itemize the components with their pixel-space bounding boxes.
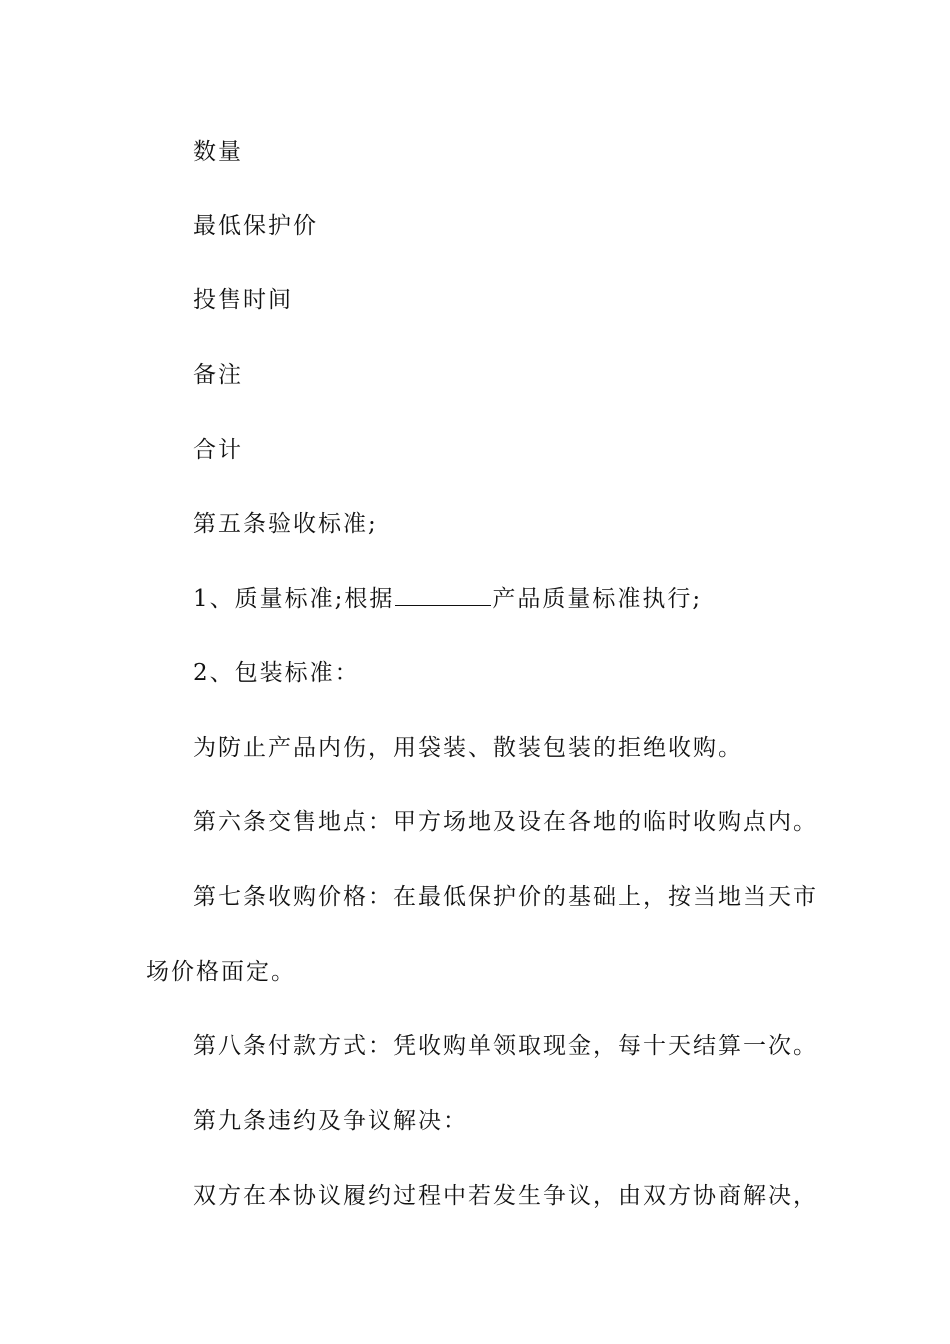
text-line-quantity: 数量 (193, 139, 243, 165)
packaging-rule-line: 为防止产品内伤，用袋装、散装包装的拒绝收购。 (193, 735, 743, 761)
fill-in-blank (395, 583, 491, 606)
dispute-resolution-line: 双方在本协议履约过程中若发生争议，由双方协商解决， (193, 1183, 818, 1209)
quality-standard-line (193, 583, 702, 615)
article-7-line: 第七条收购价格：在最低保护价的基础上，按当地当天市 (193, 884, 818, 910)
quality-standard-prefix: 1、质量标准;根据 (193, 586, 395, 612)
packaging-standard-line: 2、包装标准： (193, 660, 360, 686)
article-5-heading: 第五条验收标准; (193, 511, 378, 537)
article-8-line: 第八条付款方式：凭收购单领取现金，每十天结算一次。 (193, 1033, 818, 1059)
quality-standard-suffix: 产品质量标准执行; (492, 586, 703, 612)
text-line-min-price: 最低保护价 (193, 213, 318, 239)
article-9-heading: 第九条违约及争议解决： (193, 1108, 468, 1134)
text-line-remarks: 备注 (193, 362, 243, 388)
text-line-total: 合计 (193, 437, 243, 463)
article-7-continuation: 场价格面定。 (146, 959, 296, 985)
article-6-line: 第六条交售地点：甲方场地及设在各地的临时收购点内。 (193, 809, 818, 835)
text-line-sale-time: 投售时间 (193, 287, 293, 313)
